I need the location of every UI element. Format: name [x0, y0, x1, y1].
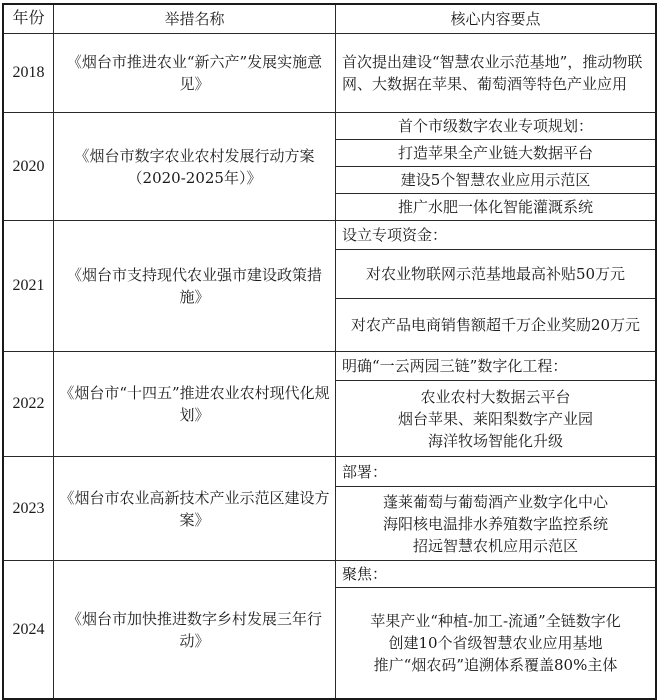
content-line: 首次提出建设“智慧农业示范基地”，推动物联网、大数据在苹果、葡萄酒等特色产业应用: [342, 53, 643, 93]
content-line: 对农业物联网示范基地最高补贴50万元: [365, 265, 626, 283]
content-cell: [336, 113, 657, 221]
policy-name-cell: 《烟台市数字农业农村发展行动方案（2020-2025年）》: [54, 113, 336, 221]
table-row: [3, 561, 656, 700]
policy-name-cell: 《烟台市“十四五”推进农业农村现代化规划》: [54, 352, 336, 457]
content-line: 聚焦：: [342, 565, 388, 583]
table-row: [3, 34, 656, 113]
year-cell: 2023: [3, 457, 54, 561]
year-cell: 2020: [3, 113, 54, 221]
content-cell: [336, 352, 657, 457]
table-row: [3, 221, 656, 352]
header-content: 核心内容要点: [336, 4, 657, 34]
year-cell: 2022: [3, 352, 54, 457]
policy-table: [2, 3, 657, 700]
content-line: 创建10个省级智慧农业应用基地: [388, 634, 603, 652]
content-line: 海阳核电温排水养殖数字监控系统: [382, 514, 608, 533]
content-subcell: [336, 457, 655, 486]
content-subcell: [336, 298, 655, 351]
content-line: 明确“一云两园三链”数字化工程：: [342, 357, 568, 375]
content-subcell: [336, 113, 655, 139]
year-cell: 2024: [3, 561, 54, 700]
content-cell: [336, 34, 657, 113]
header-year: 年份: [3, 4, 54, 34]
content-line: 对农产品电商销售额超千万企业奖励20万元: [350, 316, 641, 334]
content-line: 海洋牧场智能化升级: [427, 431, 563, 450]
content-line: 苹果产业“种植-加工-流通”全链数字化: [370, 612, 621, 630]
content-cell: [336, 457, 657, 561]
content-subcell: [336, 352, 655, 380]
content-subcell: [336, 34, 655, 112]
content-subcell: [336, 166, 655, 193]
header-row: [3, 4, 656, 34]
content-subcell: [336, 193, 655, 220]
content-cell: [336, 221, 657, 352]
policy-name-cell: 《烟台市加快推进数字乡村发展三年行动》: [54, 561, 336, 700]
content-cell: [336, 561, 657, 700]
policy-name-cell: 《烟台市农业高新技术产业示范区建设方案》: [54, 457, 336, 561]
content-line: 蓬莱葡萄与葡萄酒产业数字化中心: [382, 492, 608, 511]
content-line: 烟台苹果、莱阳梨数字产业园: [397, 409, 593, 428]
content-line: 推广水肥一体化智能灌溉系统: [397, 198, 593, 216]
content-line: 设立专项资金：: [342, 226, 448, 244]
year-cell: 2021: [3, 221, 54, 352]
content-subcell: [336, 486, 655, 560]
policy-name-cell: 《烟台市推进农业“新六产”发展实施意见》: [54, 34, 336, 113]
content-line: 部署：: [342, 462, 388, 481]
content-subcell: [336, 561, 655, 587]
content-subcell: [336, 139, 655, 166]
year-cell: 2018: [3, 34, 54, 113]
content-line: 招远智慧农机应用示范区: [412, 536, 578, 555]
table-row: [3, 113, 656, 221]
content-line: 打造苹果全产业链大数据平台: [397, 144, 593, 162]
table-row: [3, 352, 656, 457]
content-subcell: [336, 587, 655, 698]
policy-name-cell: 《烟台市支持现代农业强市建设政策措施》: [54, 221, 336, 352]
table-row: [3, 457, 656, 561]
content-line: 建设5个智慧农业应用示范区: [400, 171, 591, 189]
content-line: 推广“烟农码”追溯体系覆盖80%主体: [373, 656, 618, 674]
content-subcell: [336, 249, 655, 298]
header-name: 举措名称: [54, 4, 336, 34]
table-body: [3, 34, 656, 700]
content-line: 农业农村大数据云平台: [420, 387, 571, 406]
content-subcell: [336, 221, 655, 249]
content-subcell: [336, 380, 655, 456]
content-line: 首个市级数字农业专项规划：: [397, 117, 593, 135]
